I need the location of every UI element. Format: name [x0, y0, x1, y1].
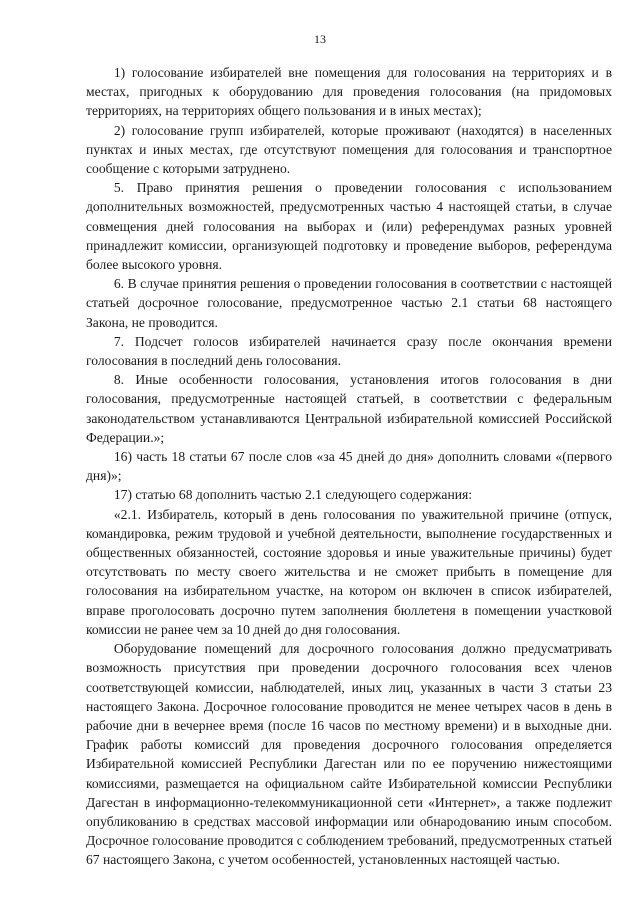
paragraph-part-8: 8. Иные особенности голосования, установления итогов голосования в дни голосования, предусмотренные настоящей статьей, в соответствии с федеральным законодательством устанавливаются Центральной избирательной комиссией Российской Федерации.»; — [86, 372, 612, 445]
paragraph-part-2-1: «2.1. Избиратель, который в день голосования по уважительной причине (отпуск, командировка, режим трудовой и учебной деятельности, выполнение государственных и общественных обязанностей, состояние здоровья и иные уважительные причины) будет отсутствовать по месту своего жительства и не сможет прибыть в помещение для голосования на избирательном участке, на котором он включен в список избирателей, вправе проголосовать досрочно путем заполнения бюллетеня в помещении участковой комиссии не ранее чем за 10 дней до дня голосования. — [86, 506, 612, 637]
page-number: 13 — [314, 32, 326, 46]
paragraph-part-6: 6. В случае принятия решения о проведении голосования в соответствии с настоящей статьей досрочное голосование, предусмотренное частью 2.1 статьи 68 настоящего Закона, не проводится. — [86, 276, 612, 330]
paragraph-part-5: 5. Право принятия решения о проведении голосования с использованием дополнительных возможностей, предусмотренных частью 4 настоящей статьи, в случае совмещения дней голосования на выборах и (или) референдумах разных уровней принадлежит комиссии, организующей подготовку и проведение выборов, референдума более высокого уровня. — [86, 180, 612, 273]
paragraph-part-7: 7. Подсчет голосов избирателей начинается сразу после окончания времени голосования в последний день голосования. — [86, 333, 612, 369]
paragraph-early-voting-equipment: Оборудование помещений для досрочного голосования должно предусматривать возможность присутствия при проведении досрочного голосования всех членов соответствующей комиссии, наблюдателей, иных лиц, указанных в части 3 статьи 23 настоящего Закона. Досрочное голосование проводится не менее четырех часов в день в рабочие дни в вечернее время (после 16 часов по местному времени) и в выходные дни. График работы комиссий для проведения досрочного голосования определяется Избирательной комиссией Республики Дагестан или по ее поручению нижестоящими комиссиями, размещается на официальном сайте Избирательной комиссии Республики Дагестан в информационно-телекоммуникационной сети «Интернет», а также подлежит опубликованию в средствах массовой информации или обнародованию иным способом. Досрочное голосование проводится с соблюдением требований, предусмотренных статьей 67 настоящего Закона, с учетом особенностей, установленных настоящей частью. — [86, 641, 612, 868]
paragraph-amendment-16: 16) часть 18 статьи 67 после слов «за 45 дней до дня» дополнить словами «(первого дня)»; — [86, 449, 612, 484]
document-body — [86, 63, 612, 870]
paragraph-item-1: 1) голосование избирателей вне помещения для голосования на территориях и в местах, пригодных к оборудованию для проведения голосования (на придомовых территориях, на территориях общего пользования и в иных местах); — [86, 65, 612, 119]
paragraph-item-2: 2) голосование групп избирателей, которые проживают (находятся) в населенных пунктах и иных местах, где отсутствуют помещения для голосования и транспортное сообщение с которыми затруднено. — [86, 122, 612, 177]
paragraph-amendment-17: 17) статью 68 дополнить частью 2.1 следующего содержания: — [113, 487, 473, 503]
